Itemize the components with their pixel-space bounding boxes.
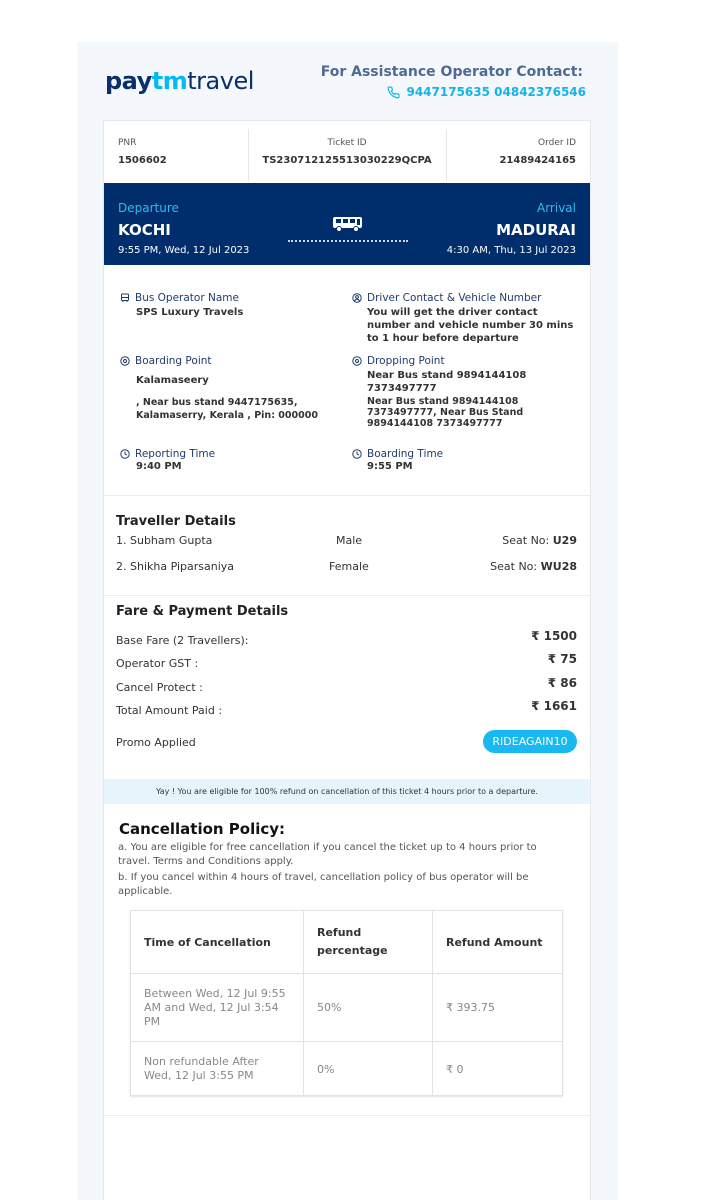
traveller-details-title: Traveller Details: [116, 514, 236, 529]
traveller-2-name: 2. Shikha Piparsaniya: [116, 560, 235, 573]
phone-icon: [387, 86, 400, 99]
boarding-point-label: Boarding Point: [135, 355, 212, 367]
order-id-label: Order ID: [537, 138, 577, 148]
seat-number: WU28: [540, 560, 577, 573]
ticket-id-label: Ticket ID: [327, 138, 367, 148]
promo-applied-label: Promo Applied: [116, 736, 196, 749]
table-row: [131, 973, 562, 1041]
header-refund-percentage: Refund percentage: [304, 911, 433, 973]
base-fare-label: Base Fare (2 Travellers):: [116, 634, 249, 647]
assistance-phone-numbers: 9447175635 04842376546: [406, 85, 586, 99]
seat-label: Seat No:: [490, 560, 538, 573]
seat-label: Seat No:: [502, 534, 550, 547]
clock-icon: [352, 449, 362, 459]
location-pin-icon: [120, 356, 130, 366]
boarding-time-block: [352, 448, 572, 473]
table-row: [131, 1041, 562, 1096]
bus-operator-value: SPS Luxury Travels: [136, 307, 244, 318]
cancel-protect-value: ₹ 86: [547, 676, 577, 690]
dropping-point-block: [352, 355, 582, 429]
traveller-2-seat: [490, 560, 577, 573]
cancellation-policy-title: Cancellation Policy:: [119, 820, 286, 838]
gst-label: Operator GST :: [116, 657, 199, 670]
reporting-time-label: Reporting Time: [135, 448, 216, 460]
order-id-value: 21489424165: [499, 155, 577, 166]
traveller-1-gender: Male: [336, 534, 363, 547]
location-pin-icon: [352, 356, 362, 366]
total-amount-label: Total Amount Paid :: [116, 704, 223, 717]
pnr-label: PNR: [118, 138, 137, 148]
boarding-time-value: 9:55 PM: [367, 461, 413, 472]
reporting-time-block: [120, 448, 340, 473]
dropping-line-3: Near Bus stand 9894144108: [367, 396, 519, 407]
divider: [104, 1115, 590, 1116]
driver-contact-line-3: to 1 hour before departure: [367, 333, 519, 344]
arrival-time: 4:30 AM, Thu, 13 Jul 2023: [446, 245, 576, 256]
order-id-cell: [446, 121, 590, 183]
dropping-line-4: 7373497777, Near Bus Stand: [367, 407, 524, 418]
departure-time: 9:55 PM, Wed, 12 Jul 2023: [118, 245, 250, 256]
bus-operator-label: Bus Operator Name: [135, 292, 239, 304]
driver-contact-line-1: You will get the driver contact: [367, 307, 538, 318]
traveller-1-seat: [502, 534, 577, 547]
departure-city: KOCHI: [118, 221, 171, 239]
bus-small-icon: [120, 293, 130, 303]
driver-contact-label: Driver Contact & Vehicle Number: [367, 292, 542, 304]
row-2-amount: ₹ 0: [446, 1062, 464, 1076]
row-1-amount: ₹ 393.75: [446, 1001, 495, 1014]
divider: [104, 595, 590, 596]
traveller-1-name: 1. Subham Gupta: [116, 534, 213, 547]
table-header-row: [131, 911, 562, 973]
policy-point-b-line-1: b. If you cancel within 4 hours of travel, cancellation policy of bus operator will be: [118, 872, 529, 883]
dropping-line-5: 9894144108 7373497777: [367, 418, 503, 429]
promo-code-badge[interactable]: RIDEAGAIN10: [483, 730, 577, 753]
driver-contact-line-2: number and vehicle number 30 mins: [367, 320, 574, 331]
header-refund-amount: Refund Amount: [446, 935, 543, 949]
bus-icon: [332, 215, 364, 233]
ticket-id-value: TS230712125513030229QCPA: [262, 155, 432, 166]
arrival-label: Arrival: [537, 201, 576, 215]
header-time-of-cancellation: Time of Cancellation: [131, 911, 304, 973]
user-circle-icon: [352, 293, 362, 303]
clock-icon: [120, 449, 130, 459]
gst-value: ₹ 75: [547, 652, 577, 666]
dropping-point-label: Dropping Point: [367, 355, 445, 367]
total-amount-value: ₹ 1661: [531, 699, 577, 713]
policy-point-a-line-1: a. You are eligible for free cancellation if you cancel the ticket up to 4 hours prior to: [118, 842, 537, 853]
policy-point-a-line-2: travel. Terms and Conditions apply.: [118, 856, 294, 867]
departure-label: Departure: [118, 201, 179, 215]
boarding-address-line-2: Kalamaserry, Kerala , Pin: 000000: [136, 410, 318, 421]
divider: [104, 495, 590, 496]
pnr-value: 1506602: [118, 155, 167, 166]
refund-eligibility-banner: Yay ! You are eligible for 100% refund on cancellation of this ticket 4 hours prior to a departure.: [104, 779, 590, 804]
route-dotted-line: [288, 240, 408, 242]
boarding-point-block: [120, 355, 345, 422]
bus-operator-block: [120, 292, 340, 319]
cancel-protect-label: Cancel Protect :: [116, 681, 203, 694]
base-fare-value: ₹ 1500: [531, 629, 577, 643]
journey-band: [104, 183, 590, 265]
ticket-id-cell: [248, 121, 445, 183]
paytm-travel-logo: paytmtravel: [105, 67, 254, 95]
dropping-line-2: 7373497777: [367, 383, 437, 394]
policy-point-b-line-2: applicable.: [118, 886, 173, 897]
row-1-percentage: 50%: [304, 974, 433, 1041]
boarding-address-line-1: , Near bus stand 9447175635,: [136, 397, 298, 408]
cancellation-table: [130, 910, 563, 1096]
boarding-time-label: Boarding Time: [367, 448, 444, 460]
booking-ids-row: [104, 121, 590, 183]
pnr-cell: [104, 121, 248, 183]
row-2-percentage: 0%: [304, 1042, 433, 1096]
assistance-label: For Assistance Operator Contact:: [320, 64, 583, 80]
reporting-time-value: 9:40 PM: [136, 461, 182, 472]
assistance-phone[interactable]: [387, 85, 586, 99]
traveller-2-gender: Female: [329, 560, 369, 573]
dropping-line-1: Near Bus stand 9894144108: [367, 370, 527, 381]
row-2-time: Non refundable After Wed, 12 Jul 3:55 PM: [131, 1042, 304, 1096]
arrival-city: MADURAI: [496, 221, 576, 239]
fare-details-title: Fare & Payment Details: [116, 604, 289, 619]
seat-number: U29: [552, 534, 577, 547]
row-1-time: Between Wed, 12 Jul 9:55 AM and Wed, 12 Jul 3:54 PM: [131, 974, 304, 1041]
driver-contact-block: [352, 292, 582, 345]
boarding-point-name: Kalamaseery: [136, 375, 209, 386]
